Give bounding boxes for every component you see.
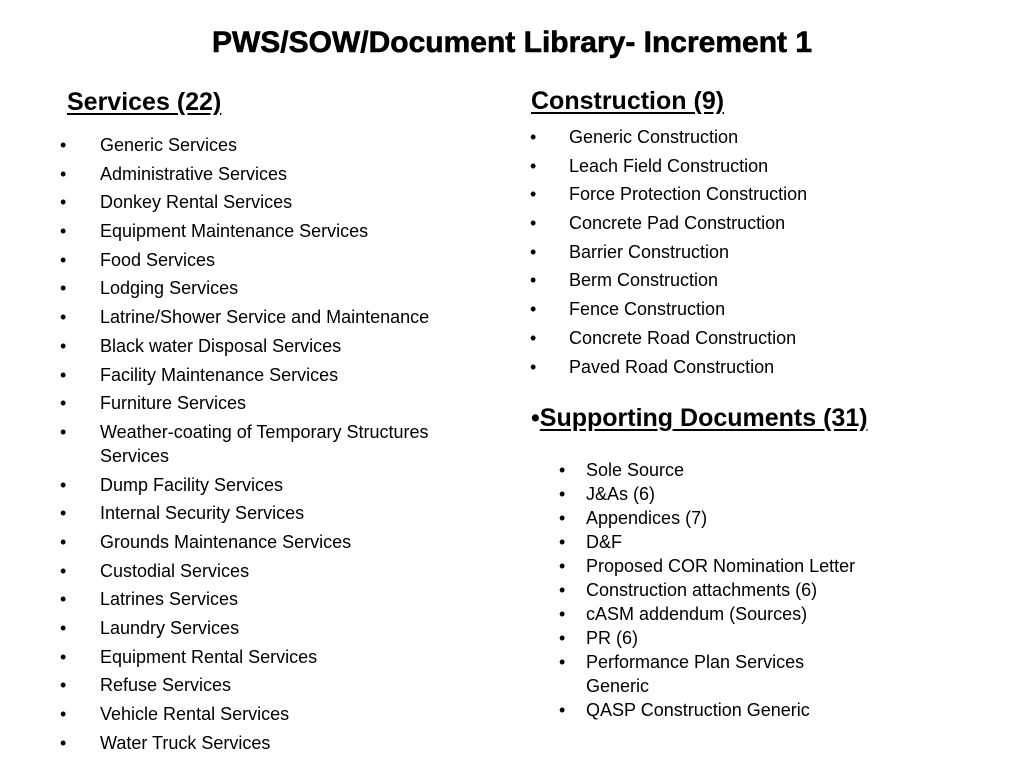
services-list-item-label: Generic Services — [100, 135, 238, 155]
services-list-item — [60, 420, 500, 468]
services-list-item-label: Administrative Services — [100, 163, 288, 184]
bullet-marker: • — [559, 628, 566, 648]
bullet-marker: • — [559, 508, 566, 528]
services-list-item-label: Latrines Services — [100, 589, 239, 610]
supporting-documents-heading-text: Supporting Documents (31) — [539, 404, 868, 432]
services-list-item — [60, 248, 500, 272]
construction-list-item-label: Paved Road Construction — [569, 356, 775, 377]
supporting-document-item — [557, 578, 857, 602]
construction-list-item-label: Concrete Road Construction — [569, 327, 797, 348]
bullet-marker: • — [559, 556, 566, 576]
bullet-marker: • — [60, 393, 67, 414]
services-list-item-label: Lodging Services — [100, 278, 239, 299]
services-list-item — [60, 305, 500, 329]
bullet-marker: • — [60, 560, 67, 581]
supporting-document-item-label: Proposed COR Nomination Letter — [586, 556, 856, 576]
construction-list-item — [530, 355, 970, 379]
services-list-item — [60, 473, 500, 497]
bullet-marker: • — [530, 127, 537, 147]
slide-title: PWS/SOW/Document Library- Increment 1 — [211, 26, 813, 59]
services-list-item — [60, 559, 500, 583]
services-list-item — [60, 334, 500, 358]
services-list-item-label: Laundry Services — [100, 618, 240, 638]
supporting-document-item — [557, 506, 857, 530]
bullet-marker: • — [530, 270, 537, 291]
services-list-item-label: Water Truck Services — [100, 732, 271, 753]
construction-list-item — [530, 211, 970, 235]
bullet-marker: • — [530, 241, 537, 262]
construction-list-item-label: Leach Field Construction — [569, 155, 769, 176]
bullet-marker: • — [530, 213, 537, 234]
bullet-marker: • — [60, 531, 67, 552]
supporting-document-item-label: PR (6) — [586, 628, 639, 648]
construction-list-item-label: Concrete Pad Construction — [569, 213, 786, 234]
supporting-document-item-label: J&As (6) — [586, 484, 656, 504]
services-list-item — [60, 673, 500, 697]
supporting-document-item — [557, 458, 857, 482]
services-list-item — [60, 162, 500, 186]
bullet-marker: • — [60, 474, 67, 495]
services-list-item-label: Grounds Maintenance Services — [100, 531, 352, 552]
services-list-item — [60, 702, 500, 726]
services-list-item — [60, 501, 500, 525]
bullet-marker: • — [559, 604, 566, 624]
bullet-marker: • — [60, 646, 67, 667]
services-list-item — [60, 363, 500, 387]
services-list-item — [60, 731, 500, 755]
services-list-item — [60, 190, 500, 214]
services-list-item-label: Food Services — [100, 249, 216, 270]
services-list-item-label: Dump Facility Services — [100, 474, 284, 495]
construction-list-item-label: Barrier Construction — [569, 241, 730, 262]
services-list-item-label: Black water Disposal Services — [100, 335, 342, 356]
heading-bullet: • — [531, 404, 540, 432]
services-list-item — [60, 133, 500, 157]
services-list-item-label: Latrine/Shower Service and Maintenance — [100, 307, 430, 328]
services-list-item — [60, 587, 500, 611]
services-list-item-label: Weather-coating of Temporary Structures Services — [100, 421, 429, 466]
supporting-document-item — [557, 650, 857, 698]
supporting-document-item — [557, 698, 857, 722]
construction-list-item-label: Berm Construction — [569, 270, 719, 291]
supporting-document-item — [557, 530, 857, 554]
bullet-marker: • — [530, 327, 537, 348]
bullet-marker: • — [559, 652, 566, 672]
services-list-item — [60, 616, 500, 640]
services-list — [60, 133, 500, 759]
bullet-marker: • — [60, 335, 67, 356]
bullet-marker: • — [60, 135, 67, 155]
services-list-item — [60, 530, 500, 554]
supporting-document-item — [557, 482, 857, 506]
supporting-document-item — [557, 554, 857, 578]
services-list-item-label: Internal Security Services — [100, 503, 305, 524]
services-list-item-label: Custodial Services — [100, 560, 250, 581]
services-list-item-label: Vehicle Rental Services — [100, 704, 290, 725]
bullet-marker: • — [559, 460, 566, 480]
supporting-document-item-label: Construction attachments (6) — [586, 580, 818, 600]
construction-list-item — [530, 240, 970, 264]
bullet-marker: • — [559, 700, 566, 720]
construction-list-item — [530, 182, 970, 206]
supporting-documents-list — [557, 458, 857, 722]
bullet-marker: • — [60, 249, 67, 270]
bullet-marker: • — [530, 299, 537, 320]
services-list-item-label: Facility Maintenance Services — [100, 364, 339, 385]
bullet-marker: • — [60, 503, 67, 524]
services-heading: Services (22) — [67, 88, 222, 116]
supporting-documents-heading — [531, 404, 868, 433]
bullet-marker: • — [559, 532, 566, 552]
supporting-document-item — [557, 602, 857, 626]
supporting-document-item-label: QASP Construction Generic — [586, 700, 810, 720]
bullet-marker: • — [60, 618, 67, 638]
bullet-marker: • — [60, 704, 67, 725]
supporting-document-item — [557, 626, 857, 650]
supporting-document-item-label: Appendices (7) — [586, 508, 708, 528]
construction-list-item-label: Fence Construction — [569, 299, 726, 320]
services-list-item-label: Furniture Services — [100, 393, 247, 414]
supporting-document-item-label: cASM addendum (Sources) — [586, 604, 808, 624]
bullet-marker: • — [60, 278, 67, 299]
bullet-marker: • — [559, 580, 566, 600]
bullet-marker: • — [60, 307, 67, 328]
supporting-document-item-label: Sole Source — [586, 460, 685, 480]
bullet-marker: • — [60, 421, 67, 442]
construction-list-item — [530, 297, 970, 321]
bullet-marker: • — [530, 155, 537, 176]
construction-list-item — [530, 268, 970, 292]
bullet-marker: • — [60, 675, 67, 696]
construction-list-item-label: Generic Construction — [569, 127, 739, 147]
supporting-document-item-label: D&F — [586, 532, 622, 552]
supporting-document-item-label: Performance Plan Services Generic — [586, 652, 805, 696]
bullet-marker: • — [559, 484, 566, 504]
services-list-item — [60, 645, 500, 669]
construction-heading: Construction (9) — [531, 87, 725, 115]
services-list-item — [60, 391, 500, 415]
construction-list-item — [530, 326, 970, 350]
bullet-marker: • — [60, 589, 67, 610]
services-list-item-label: Donkey Rental Services — [100, 192, 293, 213]
services-list-item-label: Equipment Maintenance Services — [100, 221, 369, 242]
construction-list — [530, 125, 970, 383]
bullet-marker: • — [60, 364, 67, 385]
services-list-item-label: Refuse Services — [100, 675, 232, 696]
bullet-marker: • — [60, 221, 67, 242]
bullet-marker: • — [60, 192, 67, 213]
services-list-item — [60, 276, 500, 300]
services-list-item — [60, 219, 500, 243]
bullet-marker: • — [60, 732, 67, 753]
bullet-marker: • — [530, 356, 537, 377]
bullet-marker: • — [530, 184, 537, 205]
construction-list-item — [530, 154, 970, 178]
bullet-marker: • — [60, 163, 67, 184]
construction-list-item — [530, 125, 970, 149]
services-list-item-label: Equipment Rental Services — [100, 646, 318, 667]
construction-list-item-label: Force Protection Construction — [569, 184, 808, 205]
